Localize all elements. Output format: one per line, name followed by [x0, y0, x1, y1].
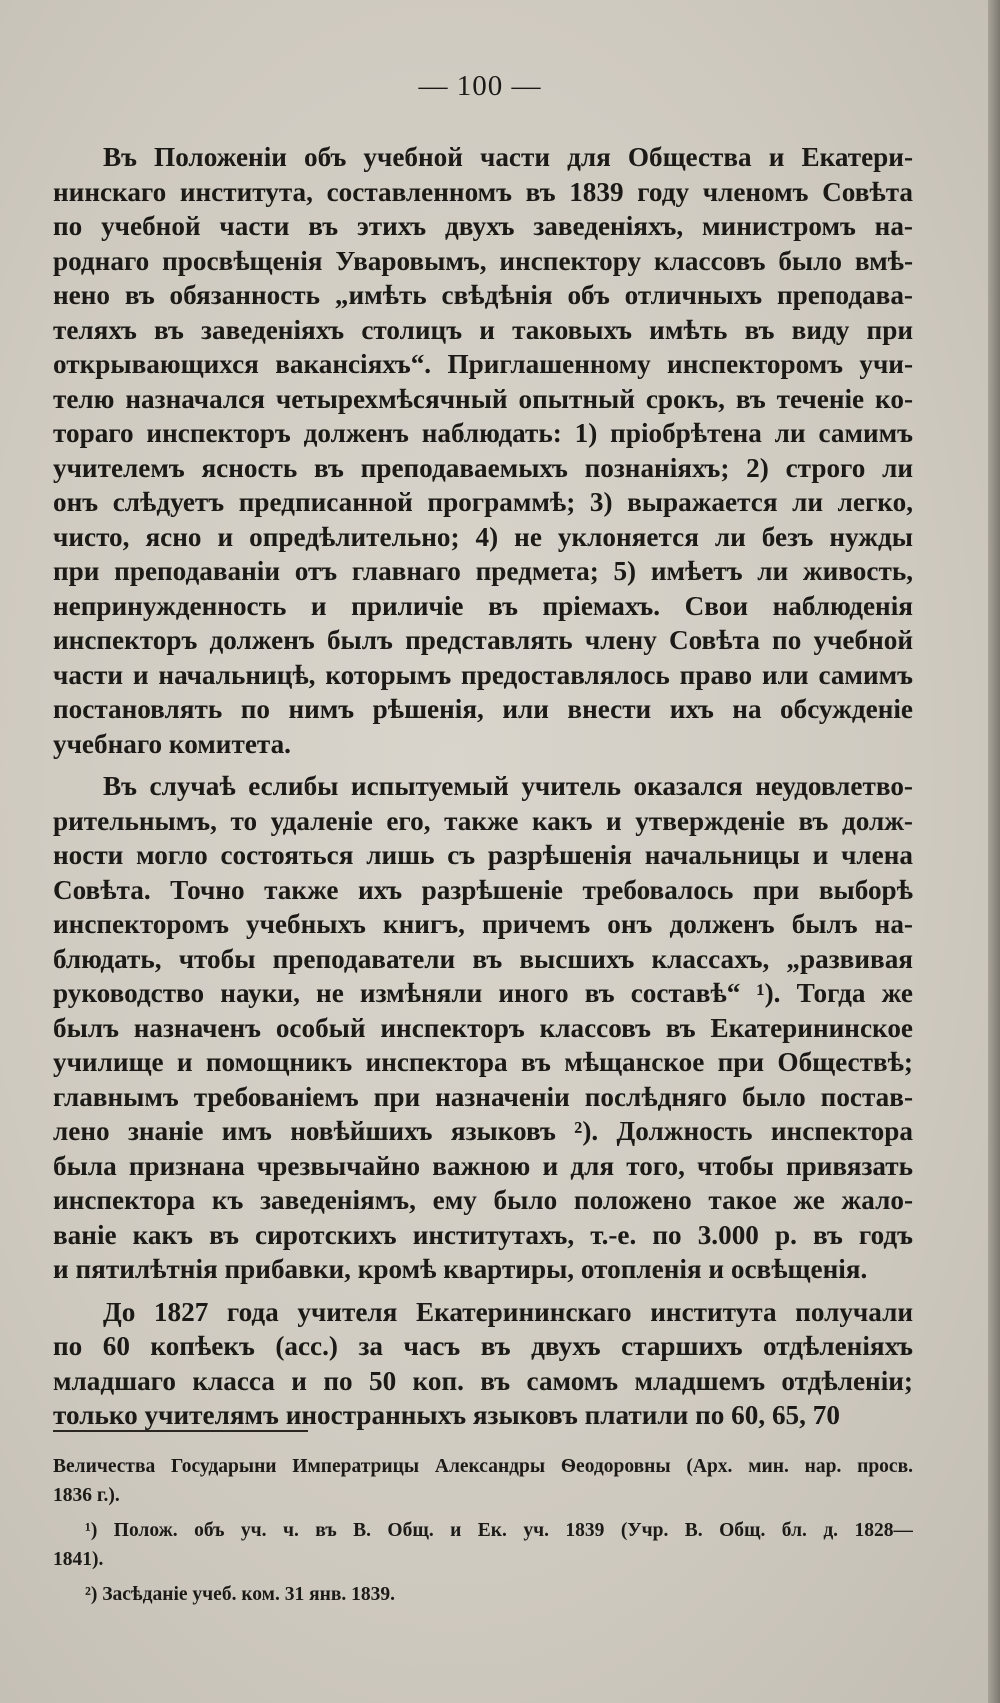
footnote-1: ¹) Полож. объ уч. ч. въ В. Общ. и Ек. уч. 1839 (Учр. В. Общ. бл. д. 1828— [85, 1520, 913, 1541]
text-line: непринужденность и приличіе въ пріемахъ. Свои наблюденія [53, 590, 913, 621]
text-line: ваніе какъ въ сиротскихъ институтахъ, т.-е. по 3.000 р. въ годъ [53, 1219, 913, 1250]
text-line: только учителямъ иностранныхъ языковъ платили по 60, 65, 70 [53, 1400, 840, 1430]
text-line: и пятилѣтнія прибавки, кромѣ квартиры, отопленія и освѣщенія. [53, 1254, 868, 1284]
text-line: ности могло состояться лишь съ разрѣшенія начальницы и члена [53, 840, 913, 870]
text-line: открывающихся вакансіяхъ“. Приглашенному инспекторомъ учи- [53, 349, 913, 379]
text-line: чисто, ясно и опредѣлительно; 4) не уклоняется ли безъ нужды [53, 521, 913, 552]
text-line: блюдать, чтобы преподаватели въ высшихъ классахъ, „развивая [53, 943, 913, 974]
text-line: по 60 копѣекъ (асс.) за часъ въ двухъ старшихъ отдѣленіяхъ [53, 1331, 913, 1361]
footnote-1-continuation: 1841). [53, 1549, 104, 1570]
text-line: постановлять по нимъ рѣшенія, или внести ихъ на обсужденіе [53, 694, 913, 724]
text-line: рительнымъ, то удаленіе его, также какъ и утвержденіе въ долж- [53, 805, 913, 836]
text-line: До 1827 года учителя Екатерининскаго института получали [103, 1296, 913, 1327]
text-line: теляхъ въ заведеніяхъ столицъ и таковыхъ имѣть въ виду при [53, 314, 913, 345]
text-line: инспекторъ долженъ былъ представлять члену Совѣта по учебной [53, 625, 913, 655]
page-spine-shadow [988, 0, 1000, 1703]
text-line: руководство науки, не измѣняли иного въ составѣ“ ¹). Тогда же [53, 978, 913, 1008]
text-line: инспекторомъ учебныхъ книгъ, причемъ онъ долженъ былъ на- [53, 909, 913, 939]
text-line: по учебной части въ этихъ двухъ заведеніяхъ, министромъ на- [53, 211, 913, 241]
text-line: части и начальницѣ, которымъ предоставлялось право или самимъ [53, 659, 913, 690]
text-line: при преподаваніи отъ главнаго предмета; 5) имѣетъ ли живость, [53, 556, 913, 586]
text-line: Совѣта. Точно также ихъ разрѣшеніе требовалось при выборѣ [53, 874, 913, 905]
text-line: лено знаніе имъ новѣйшихъ языковъ ²). Должность инспектора [53, 1116, 913, 1146]
text-line: телю назначался четырехмѣсячный опытный срокъ, въ теченіе ко- [53, 383, 913, 414]
paragraph-3 [53, 1295, 913, 1433]
footnotes [53, 1452, 913, 1609]
footnote-2: ²) Засѣданіе учеб. ком. 31 янв. 1839. [85, 1584, 396, 1605]
footnote-continuation-line: 1836 г.). [53, 1485, 120, 1506]
text-line: Въ Положеніи объ учебной части для Общества и Екатери- [103, 142, 913, 172]
text-line: главнымъ требованіемъ при назначеніи послѣдняго было постав- [53, 1081, 913, 1112]
text-line: нинскаго института, составленномъ въ 1839 году членомъ Совѣта [53, 176, 913, 207]
main-text [53, 140, 913, 1441]
text-line: нено въ обязанность „имѣть свѣдѣнія объ отличныхъ преподава- [53, 280, 913, 310]
paragraph-2 [53, 769, 913, 1287]
text-line: роднаго просвѣщенія Уваровымъ, инспектору классовъ было вмѣ- [53, 245, 913, 276]
page-number: — 100 — [418, 70, 542, 102]
text-line: инспектора къ заведеніямъ, ему было положено такое же жало- [53, 1185, 913, 1215]
text-line: онъ слѣдуетъ предписанной программѣ; 3) выражается ли легко, [53, 487, 913, 517]
text-line: учебнаго комитета. [53, 728, 291, 759]
paragraph-1 [53, 140, 913, 761]
text-line: тораго инспекторъ долженъ наблюдать: 1) пріобрѣтена ли самимъ [53, 418, 913, 448]
footnote-separator [53, 1430, 308, 1432]
text-line: Въ случаѣ еслибы испытуемый учитель оказался неудовлетво- [103, 771, 913, 801]
text-line: учителемъ ясность въ преподаваемыхъ познаніяхъ; 2) строго ли [53, 452, 913, 483]
text-line: младшаго класса и по 50 коп. въ самомъ младшемъ отдѣленіи; [53, 1365, 913, 1396]
text-line: училище и помощникъ инспектора въ мѣщанское при Обществѣ; [53, 1047, 913, 1077]
footnote-continuation-line: Величества Государыни Императрицы Александры Ѳеодоровны (Арх. мин. нар. просв. [53, 1456, 913, 1477]
text-line: былъ назначенъ особый инспекторъ классовъ въ Екатерининское [53, 1012, 913, 1043]
text-line: была признана чрезвычайно важною и для того, чтобы привязать [53, 1150, 913, 1181]
